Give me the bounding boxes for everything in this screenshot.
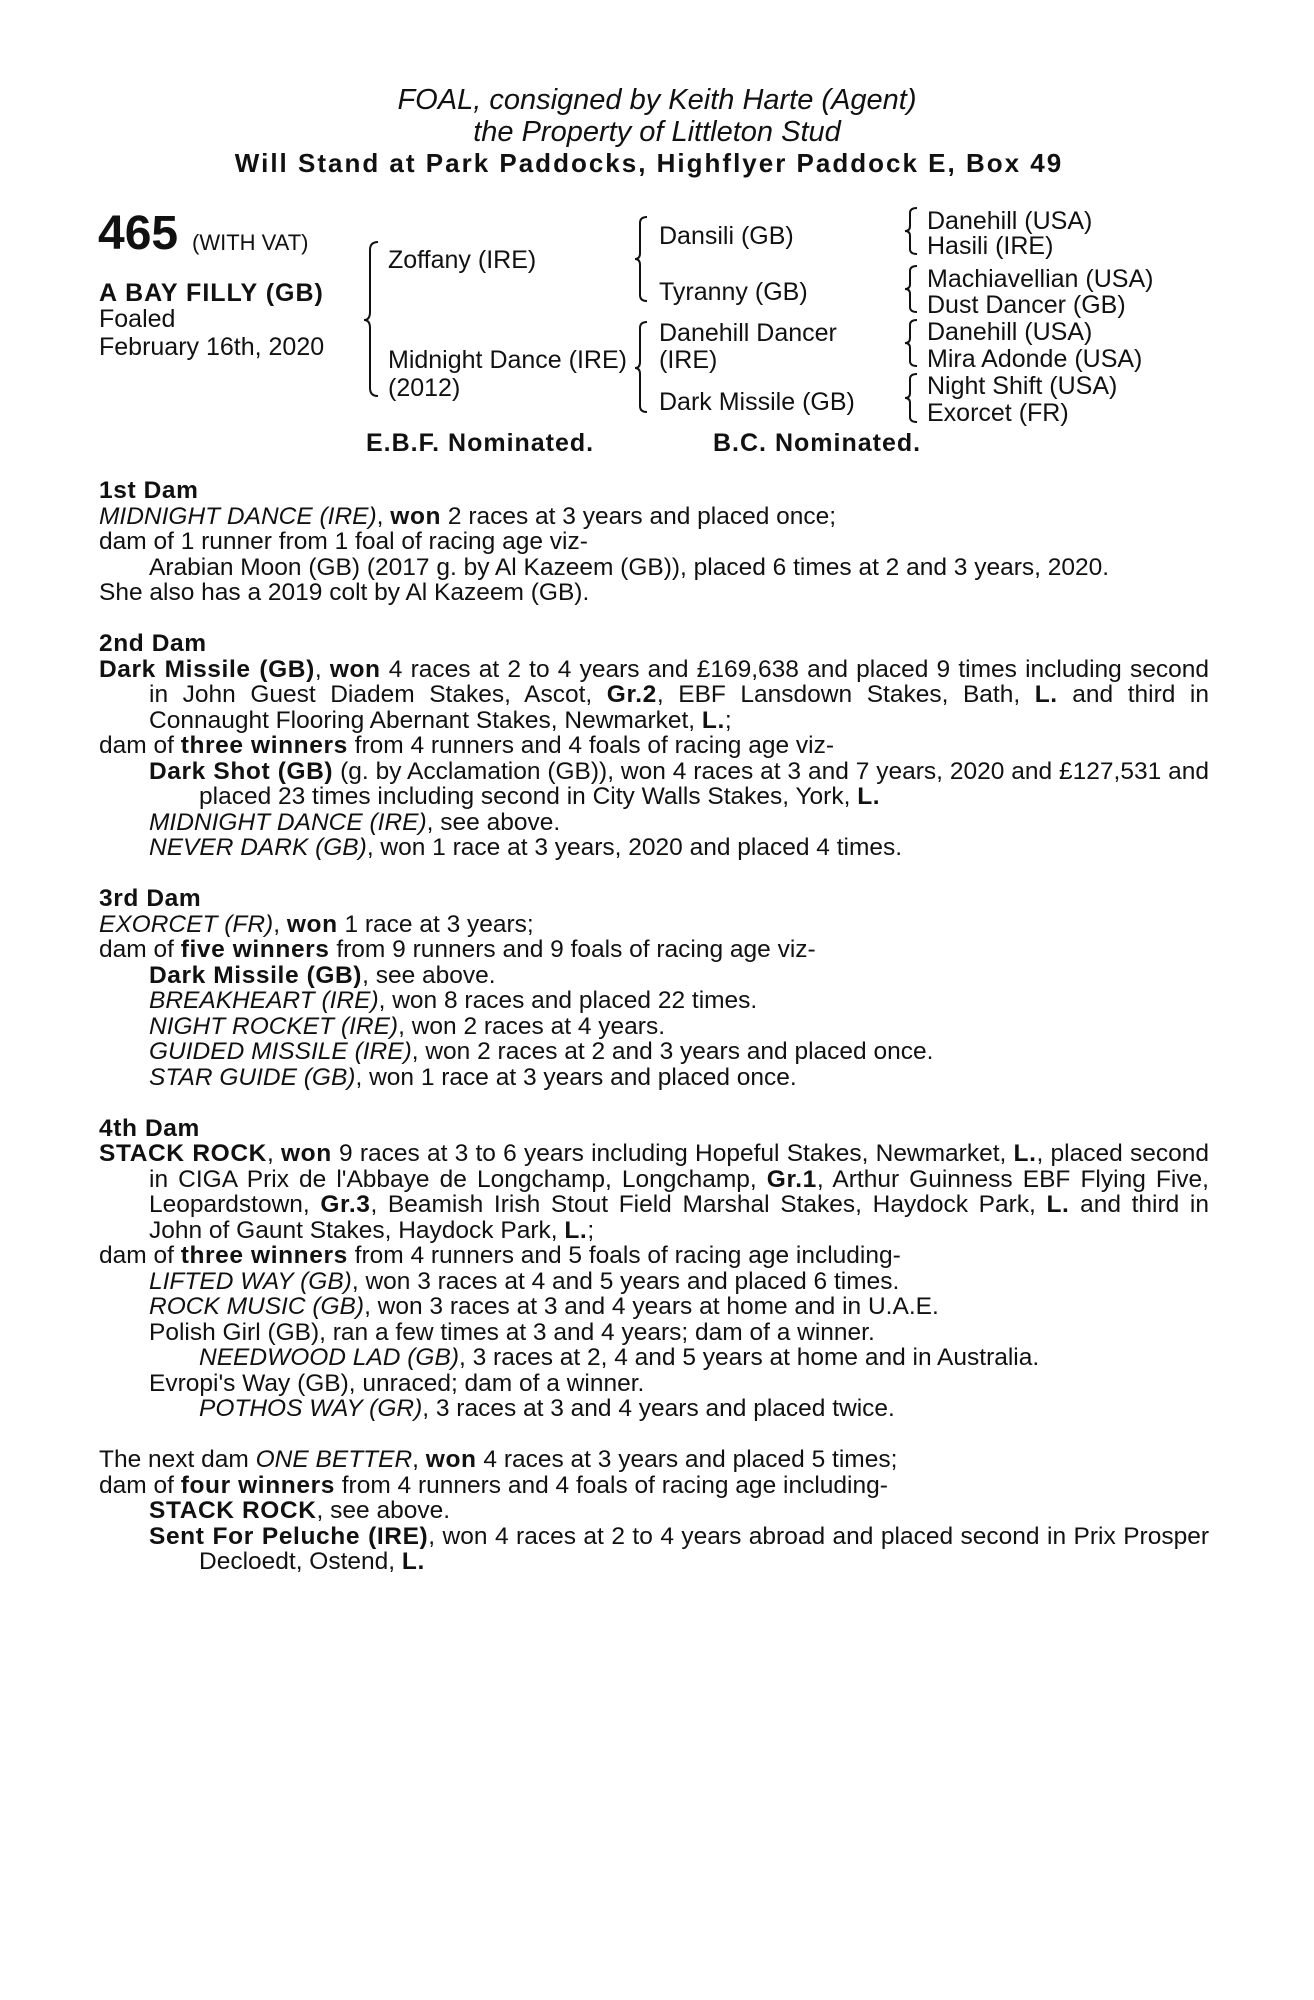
produce-line: NIGHT ROCKET (IRE), won 2 races at 4 years. <box>149 1012 665 1040</box>
fourth-dam-section: 4th Dam STACK ROCK, won 9 races at 3 to 6 years including Hopeful Stakes, Newmarket, L., placed second in CIGA Prix de l'Abbaye de Longchamp, Longchamp, Gr.1, Arthur Guinness EBF Flying Five, Leopardstown, Gr.3, Beamish Irish Stout Field Marshal Stakes, Haydock Park, L. and third in John of Gaunt Stakes, Haydock Park, L.; dam of three winners from 4 runners and 5 foals of racing age including- LIFTED WAY (GB), won 3 races at 4 and 5 years and placed 6 times. ROCK MUSIC (GB), won 3 races at 3 and 4 years at home and in U.A.E. Polish Girl (GB), ran a few times at 3 and 4 years; dam of a winner. NEEDWOOD LAD (GB), 3 races at 2, 4 and 5 years at home and in Australia. Evropi's Way (GB), unraced; dam of a winner. POTHOS WAY (GR), 3 races at 3 and 4 years and placed twice. <box>99 1114 1209 1422</box>
produce-line: Evropi's Way (GB), unraced; dam of a winner. <box>149 1369 645 1397</box>
produce-line: STAR GUIDE (GB), won 1 race at 3 years and placed once. <box>149 1063 797 1091</box>
bc-nomination: B.C. Nominated. <box>713 429 922 457</box>
produce-line: Sent For Peluche (IRE), won 4 races at 2 to 4 years abroad and placed second in Prix Prosper Decloedt, Ostend, L. <box>149 1522 1209 1575</box>
produce-line: Dark Shot (GB) (g. by Acclamation (GB)), won 4 races at 3 and 7 years, 2020 and £127,531 and placed 23 times including second in City Walls Stakes, York, L. <box>149 757 1210 810</box>
pedigree-sire-dam: Tyranny (GB) <box>659 278 808 306</box>
dam-record: STACK ROCK, won 9 races at 3 to 6 years including Hopeful Stakes, Newmarket, L., placed second in CIGA Prix de l'Abbaye de Longchamp, Longchamp, Gr.1, Arthur Guinness EBF Flying Five, Leopardstown, Gr.3, Beamish Irish Stout Field Marshal Stakes, Haydock Park, L. and third in John of Gaunt Stakes, Haydock Park, L.; <box>99 1140 1209 1244</box>
pedigree-g2: Hasili (IRE) <box>927 232 1054 260</box>
pedigree-brace-g3 <box>903 318 921 368</box>
lot-number: 465 <box>98 207 179 260</box>
third-dam-section: 3rd Dam EXORCET (FR), won 1 race at 3 years; dam of five winners from 9 runners and 9 foals of racing age viz- Dark Missile (GB), see above. BREAKHEART (IRE), won 8 races and placed 22 times. NIGHT ROCKET (IRE), won 2 races at 4 years. GUIDED MISSILE (IRE), won 2 races at 2 and 3 years and placed once. STAR GUIDE (GB), won 1 race at 3 years and placed once. <box>99 886 1209 1090</box>
horse-description: A BAY FILLY (GB) <box>99 279 324 307</box>
produce-line: NEEDWOOD LAD (GB), 3 races at 2, 4 and 5 years at home and in Australia. <box>199 1344 1040 1371</box>
foaled-date: February 16th, 2020 <box>99 333 325 361</box>
pedigree-brace-g4 <box>903 372 921 424</box>
pedigree-dam: Midnight Dance (IRE) <box>388 346 627 374</box>
produce-line: Dark Missile (GB), see above. <box>149 961 496 989</box>
pedigree-sire: Zoffany (IRE) <box>388 246 537 274</box>
pedigree-brace-g1 <box>903 206 921 256</box>
second-dam-section: 2nd Dam Dark Missile (GB), won 4 races at 2 to 4 years and £169,638 and placed 9 times including second in John Guest Diadem Stakes, Ascot, Gr.2, EBF Lansdown Stakes, Bath, L. and third in Connaught Flooring Abernant Stakes, Newmarket, L.; dam of three winners from 4 runners and 4 foals of racing age viz- Dark Shot (GB) (g. by Acclamation (GB)), won 4 races at 3 and 7 years, 2020 and £127,531 and placed 23 times including second in City Walls Stakes, York, L. MIDNIGHT DANCE (IRE), see above. NEVER DARK (GB), won 1 race at 3 years, 2020 and placed 4 times. <box>99 630 1210 861</box>
property-line: the Property of Littleton Stud <box>473 116 841 148</box>
produce-line: Arabian Moon (GB) (2017 g. by Al Kazeem (GB)), placed 6 times at 2 and 3 years, 2020. <box>149 553 1110 581</box>
pedigree-brace-main <box>362 240 382 400</box>
foaled-label: Foaled <box>99 305 176 333</box>
produce-line: POTHOS WAY (GR), 3 races at 3 and 4 years and placed twice. <box>199 1395 895 1422</box>
dam-record: Dark Missile (GB), won 4 races at 2 to 4 years and £169,638 and placed 9 times including second in John Guest Diadem Stakes, Ascot, Gr.2, EBF Lansdown Stakes, Bath, L. and third in Connaught Flooring Abernant Stakes, Newmarket, L.; <box>99 655 1210 734</box>
pedigree-g3: Machiavellian (USA) <box>927 265 1154 293</box>
horse-name: MIDNIGHT DANCE (IRE) <box>99 502 377 530</box>
pedigree-g6: Mira Adonde (USA) <box>927 345 1143 373</box>
section-title: 2nd Dam <box>99 630 207 657</box>
produce-line: LIFTED WAY (GB), won 3 races at 4 and 5 years and placed 6 times. <box>149 1267 900 1295</box>
first-dam-section: 1st Dam MIDNIGHT DANCE (IRE), won 2 races at 3 years and placed once; dam of 1 runner from 1 foal of racing age viz- Arabian Moon (GB) (2017 g. by Al Kazeem (GB)), placed 6 times at 2 and 3 years, 2020. She also has a 2019 colt by Al Kazeem (GB). <box>99 478 1209 606</box>
produce-line: MIDNIGHT DANCE (IRE), see above. <box>149 808 561 836</box>
pedigree-g4: Dust Dancer (GB) <box>927 291 1126 319</box>
catalogue-body <box>99 478 1209 1575</box>
pedigree-brace-dam <box>633 320 651 416</box>
produce-line: ROCK MUSIC (GB), won 3 races at 3 and 4 years at home and in U.A.E. <box>149 1293 939 1320</box>
location-line: Will Stand at Park Paddocks, Highflyer Paddock E, Box 49 <box>234 148 1064 178</box>
produce-line: Polish Girl (GB), ran a few times at 3 and 4 years; dam of a winner. <box>149 1318 875 1346</box>
pedigree-g7: Night Shift (USA) <box>927 372 1118 400</box>
produce-line: BREAKHEART (IRE), won 8 races and placed 22 times. <box>149 987 758 1014</box>
produce-line: STACK ROCK, see above. <box>149 1497 450 1524</box>
vat-note: (WITH VAT) <box>192 230 309 255</box>
produce-line: NEVER DARK (GB), won 1 race at 3 years, 2020 and placed 4 times. <box>149 834 903 861</box>
section-title: 3rd Dam <box>99 885 202 912</box>
pedigree-g1: Danehill (USA) <box>927 207 1093 235</box>
pedigree-dam-sire-suffix: (IRE) <box>659 346 718 374</box>
produce-line: GUIDED MISSILE (IRE), won 2 races at 2 and 3 years and placed once. <box>149 1038 934 1065</box>
next-dam-section: The next dam ONE BETTER, won 4 races at 3 years and placed 5 times; dam of four winners from 4 runners and 4 foals of racing age including- STACK ROCK, see above. Sent For Peluche (IRE), won 4 races at 2 to 4 years abroad and placed second in Prix Prosper Decloedt, Ostend, L. <box>99 1446 1209 1575</box>
section-title: 4th Dam <box>99 1114 200 1142</box>
pedigree-brace-g2 <box>903 264 921 314</box>
pedigree-g5: Danehill (USA) <box>927 318 1093 346</box>
pedigree-dam-sire: Danehill Dancer <box>659 319 837 347</box>
consignor-line: FOAL, consigned by Keith Harte (Agent) <box>397 84 917 116</box>
ebf-nomination: E.B.F. Nominated. <box>366 429 595 457</box>
pedigree-brace-sire <box>633 215 651 305</box>
pedigree-sire-sire: Dansili (GB) <box>659 222 794 250</box>
section-title: 1st Dam <box>99 477 199 504</box>
pedigree-dam-year: (2012) <box>388 374 461 402</box>
pedigree-dam-dam: Dark Missile (GB) <box>659 388 855 416</box>
pedigree-g8: Exorcet (FR) <box>927 399 1069 427</box>
